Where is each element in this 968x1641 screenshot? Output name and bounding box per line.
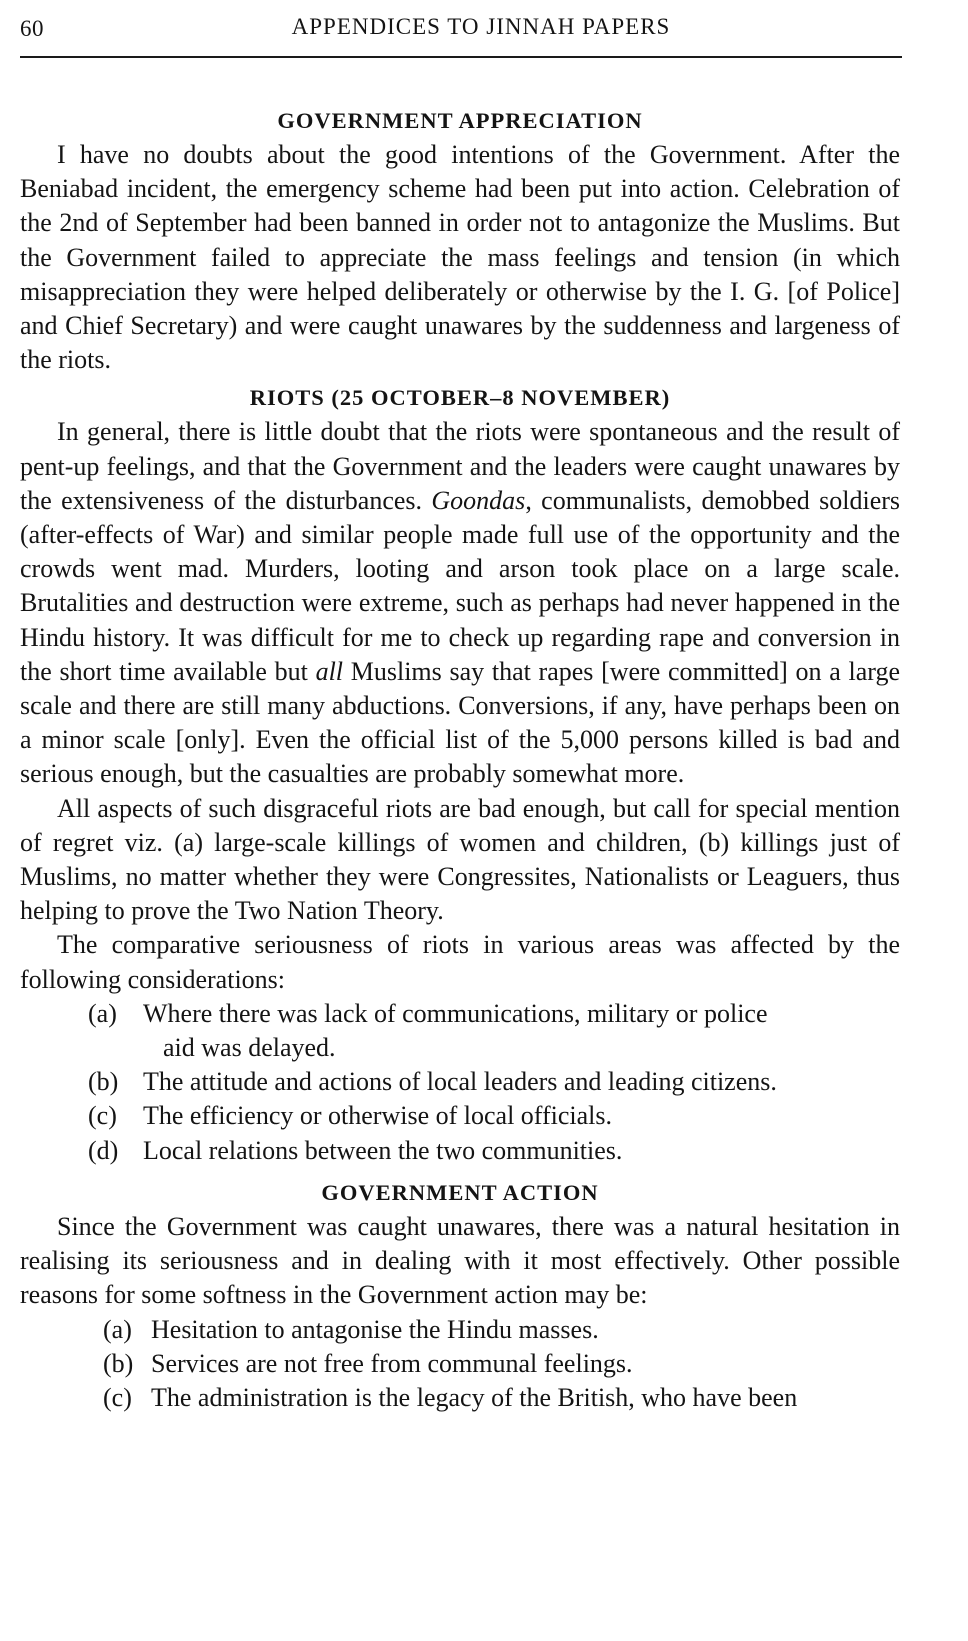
list-item bbox=[20, 997, 900, 1065]
section-government-action bbox=[20, 1176, 900, 1415]
section-heading: GOVERNMENT APPRECIATION bbox=[277, 108, 643, 133]
header-rule bbox=[20, 56, 902, 58]
list-item-text: Where there was lack of communications, military or police bbox=[143, 998, 768, 1028]
section-government-appreciation bbox=[20, 104, 900, 377]
reasons-list bbox=[20, 1313, 900, 1416]
list-item-text: Local relations between the two communities. bbox=[143, 1135, 623, 1165]
list-item bbox=[20, 1381, 900, 1415]
list-item-text: The efficiency or otherwise of local officials. bbox=[143, 1101, 613, 1131]
text-run: Muslims say that rapes [were committed] on a large scale and there are still many abductions. Conversions, if any, have perhaps been on a minor scale [only]. Even the official list of the 5,000 persons killed is bad and serious enough, but the casualties are probably somewhat more. bbox=[20, 656, 900, 789]
list-item bbox=[20, 1313, 900, 1347]
list-marker: (d) bbox=[88, 1135, 119, 1165]
considerations-list bbox=[20, 997, 900, 1168]
list-item bbox=[20, 1099, 900, 1133]
list-item-text: Hesitation to antagonise the Hindu masses. bbox=[151, 1314, 599, 1344]
section-heading: GOVERNMENT ACTION bbox=[321, 1179, 599, 1205]
paragraph: The comparative seriousness of riots in various areas was affected by the following considerations: bbox=[20, 930, 900, 994]
list-item bbox=[20, 1347, 900, 1381]
section-riots bbox=[20, 381, 900, 1167]
italic-emphasis: all bbox=[315, 656, 344, 686]
running-header bbox=[20, 10, 902, 46]
running-title: APPENDICES TO JINNAH PAPERS bbox=[291, 14, 671, 39]
list-item-text: The administration is the legacy of the British, who have been bbox=[151, 1382, 798, 1412]
list-marker: (b) bbox=[103, 1348, 134, 1378]
list-item-text: Services are not free from communal feelings. bbox=[151, 1348, 633, 1378]
paragraph bbox=[20, 415, 900, 791]
list-item-text: The attitude and actions of local leaders and leading citizens. bbox=[143, 1067, 777, 1097]
list-item bbox=[20, 1134, 900, 1168]
page-body bbox=[20, 104, 900, 1415]
list-item-continuation: aid was delayed. bbox=[163, 1033, 336, 1063]
list-item bbox=[20, 1065, 900, 1099]
paragraph: I have no doubts about the good intentions of the Government. After the Beniabad incident, the emergency scheme had been put into action. Celebration of the 2nd of September had been banned in order not to antagonize the Muslims. But the Government failed to appreciate the mass feelings and tension (in which misappreciation they were helped deliberately or otherwise by the I. G. [of Police] and Chief Secretary) and were caught unawares by the suddenness and largeness of the riots. bbox=[20, 140, 900, 375]
list-marker: (c) bbox=[88, 1101, 117, 1131]
paragraph: All aspects of such disgraceful riots are bad enough, but call for special mention of regret viz. (a) large-scale killings of women and children, (b) killings just of Muslims, no matter whether they were Congressites, Nationalists or Leaguers, thus helping to prove the Two Nation Theory. bbox=[20, 793, 900, 926]
list-marker: (a) bbox=[103, 1314, 132, 1344]
list-marker: (a) bbox=[88, 998, 117, 1028]
italic-term: Goondas bbox=[431, 485, 526, 515]
text-run: In general, there is little doubt that the riots were spontaneous and the result of pent-up feelings, and that the Government and the leaders were caught unawares by the extensiveness of the disturbances. bbox=[20, 417, 900, 515]
page-number: 60 bbox=[20, 16, 44, 41]
paragraph: Since the Government was caught unawares, there was a natural hesitation in realising its seriousness and in dealing with it most effectively. Other possible reasons for some softness in the Government action may be: bbox=[20, 1211, 900, 1310]
section-heading: RIOTS (25 OCTOBER–8 NOVEMBER) bbox=[249, 385, 671, 411]
list-marker: (b) bbox=[88, 1067, 119, 1097]
text-run: , communalists, demobbed soldiers (after-effects of War) and similar people made full use of the opportunity and the crowds went mad. Murders, looting and arson took place on a large scale. Brutalities and destruction were extreme, such as perhaps had never happened in the Hindu history. It was difficult for me to check up regarding rape and conversion in the short time available but bbox=[20, 485, 901, 686]
list-marker: (c) bbox=[103, 1382, 132, 1412]
